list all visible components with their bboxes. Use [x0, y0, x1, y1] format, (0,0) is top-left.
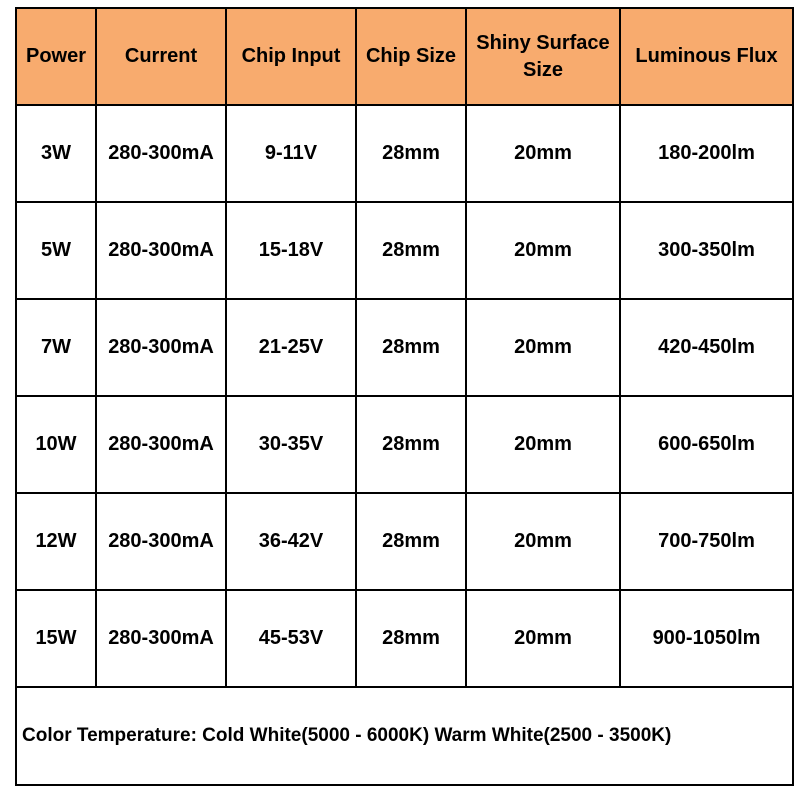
cell-power: 7W	[16, 299, 96, 396]
cell-current: 280-300mA	[96, 105, 226, 202]
header-shiny-surface-size: Shiny Surface Size	[466, 8, 620, 105]
cell-chip-size: 28mm	[356, 396, 466, 493]
cell-shiny-surface-size: 20mm	[466, 299, 620, 396]
cell-current: 280-300mA	[96, 396, 226, 493]
header-chip-size: Chip Size	[356, 8, 466, 105]
header-current: Current	[96, 8, 226, 105]
cell-luminous-flux: 300-350lm	[620, 202, 793, 299]
header-row	[16, 8, 793, 105]
footer-row	[16, 687, 793, 785]
cell-chip-size: 28mm	[356, 202, 466, 299]
table-row	[16, 299, 793, 396]
cell-shiny-surface-size: 20mm	[466, 396, 620, 493]
header-luminous-flux: Luminous Flux	[620, 8, 793, 105]
cell-power: 3W	[16, 105, 96, 202]
cell-power: 15W	[16, 590, 96, 687]
table-row	[16, 202, 793, 299]
cell-chip-input: 36-42V	[226, 493, 356, 590]
cell-chip-size: 28mm	[356, 105, 466, 202]
cell-chip-input: 21-25V	[226, 299, 356, 396]
cell-chip-input: 15-18V	[226, 202, 356, 299]
cell-chip-size: 28mm	[356, 493, 466, 590]
table-row	[16, 396, 793, 493]
cell-shiny-surface-size: 20mm	[466, 202, 620, 299]
color-temperature-note: Color Temperature: Cold White(5000 - 6000K) Warm White(2500 - 3500K)	[16, 687, 793, 785]
table-row	[16, 105, 793, 202]
header-power: Power	[16, 8, 96, 105]
header-chip-input: Chip Input	[226, 8, 356, 105]
cell-luminous-flux: 700-750lm	[620, 493, 793, 590]
cell-chip-input: 9-11V	[226, 105, 356, 202]
cell-shiny-surface-size: 20mm	[466, 493, 620, 590]
spec-table	[15, 7, 794, 786]
cell-chip-input: 30-35V	[226, 396, 356, 493]
cell-shiny-surface-size: 20mm	[466, 590, 620, 687]
cell-luminous-flux: 600-650lm	[620, 396, 793, 493]
table-row	[16, 493, 793, 590]
cell-current: 280-300mA	[96, 299, 226, 396]
cell-chip-size: 28mm	[356, 299, 466, 396]
cell-chip-size: 28mm	[356, 590, 466, 687]
cell-luminous-flux: 900-1050lm	[620, 590, 793, 687]
cell-power: 12W	[16, 493, 96, 590]
cell-shiny-surface-size: 20mm	[466, 105, 620, 202]
cell-chip-input: 45-53V	[226, 590, 356, 687]
cell-luminous-flux: 180-200lm	[620, 105, 793, 202]
cell-power: 10W	[16, 396, 96, 493]
cell-current: 280-300mA	[96, 590, 226, 687]
cell-current: 280-300mA	[96, 493, 226, 590]
table-row	[16, 590, 793, 687]
cell-current: 280-300mA	[96, 202, 226, 299]
cell-power: 5W	[16, 202, 96, 299]
cell-luminous-flux: 420-450lm	[620, 299, 793, 396]
